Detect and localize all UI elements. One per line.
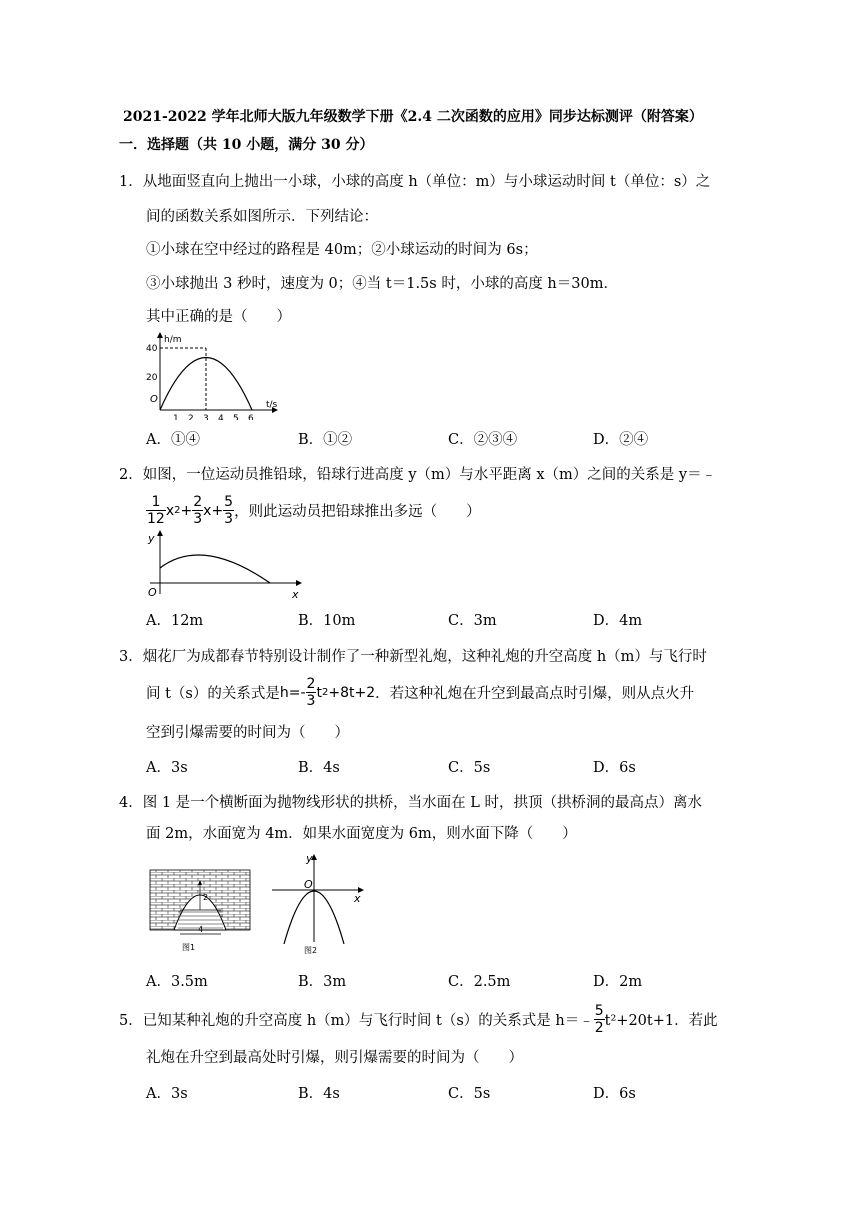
q1-option-d[interactable]: D．②④ <box>593 432 649 448</box>
q5-option-c[interactable]: C．5s <box>448 1086 491 1102</box>
q4-fig1-width-label: 4 <box>198 925 204 934</box>
q4-fig1-caption: 图1 <box>182 943 196 952</box>
q3-option-d[interactable]: D．6s <box>593 760 636 776</box>
q2-graph <box>142 528 307 600</box>
q1-line2: 间的函数关系如图所示．下列结论： <box>146 209 378 225</box>
q1-xtick: 1 <box>173 414 179 420</box>
q2-formula-line: $\frac{1}{12}$ x 2 + $\frac{2}{3}$ x+ $\frac{5}{3}$ ，则此运动员把铅球推出多远（ ） <box>147 494 481 527</box>
q4-figure-2 <box>268 852 368 956</box>
q1-xlabel: t/s <box>266 400 278 410</box>
q2-option-c[interactable]: C．3m <box>448 613 497 629</box>
q4-fig2-xlabel: x <box>354 892 361 905</box>
q2-frac3: $\frac{5}{3}$ <box>224 494 234 527</box>
q2-option-d[interactable]: D．4m <box>593 613 643 629</box>
q3-option-b[interactable]: B．4s <box>298 760 340 776</box>
q1-ytick-40: 40 <box>146 344 158 354</box>
q2-tail: ，则此运动员把铅球推出多远（ ） <box>234 504 481 520</box>
q1-line3: ①小球在空中经过的路程是 40m；②小球运动的时间为 6s； <box>146 242 538 258</box>
q1-xtick: 5 <box>233 414 239 420</box>
q2-frac1: $\frac{1}{12}$ <box>147 494 165 527</box>
q1-xtick: 6 <box>248 414 254 420</box>
q1-option-a[interactable]: A．①④ <box>146 432 200 448</box>
q5-frac: $\frac{5}{2}$ <box>594 1003 604 1036</box>
q4-fig1-height-label: 2 <box>203 893 209 902</box>
q2-line1: 2．如图，一位运动员推铅球，铅球行进高度 y（m）与水平距离 x（m）之间的关系是 y＝﹣ <box>119 467 717 483</box>
q3-option-c[interactable]: C．5s <box>448 760 491 776</box>
doc-title: 2021-2022 学年北师大版九年级数学下册《2.4 二次函数的应用》同步达标测评（附答案） <box>123 109 703 125</box>
q1-option-c[interactable]: C．②③④ <box>448 432 518 448</box>
q3-option-a[interactable]: A．3s <box>146 760 188 776</box>
q5-option-b[interactable]: B．4s <box>298 1086 340 1102</box>
section-heading: 一．选择题（共 10 小题，满分 30 分） <box>119 137 374 153</box>
q4-fig2-origin: O <box>304 878 313 891</box>
q3-formula-line: 间 t（s）的关系式是 h=- $\frac{2}{3}$ t 2 +8t+2 ．若这种礼炮在升空到最高点时引爆，则从点火升 <box>146 676 695 709</box>
q2-xlabel: x <box>292 588 299 600</box>
q4-option-b[interactable]: B．3m <box>298 974 347 990</box>
q1-line5: 其中正确的是（ ） <box>146 309 291 325</box>
q2-option-b[interactable]: B．10m <box>298 613 356 629</box>
q1-ylabel: h/m <box>164 335 182 345</box>
q1-line1: 1．从地面竖直向上抛出一小球，小球的高度 h（单位：m）与小球运动时间 t（单位：s）之 <box>119 174 711 190</box>
q5-line2: 礼炮在升空到最高处时引爆，则引爆需要的时间为（ ） <box>146 1050 523 1066</box>
q1-xtick: 3 <box>203 414 209 420</box>
q4-option-d[interactable]: D．2m <box>593 974 643 990</box>
q3-line1: 3．烟花厂为成都春节特别设计制作了一种新型礼炮，这种礼炮的升空高度 h（m）与飞行时 <box>119 649 707 665</box>
q1-origin: O <box>150 394 158 405</box>
q3-line3: 空到引爆需要的时间为（ ） <box>146 725 349 741</box>
q4-figure-1 <box>146 866 256 956</box>
q1-graph <box>140 330 280 420</box>
q2-option-a[interactable]: A．12m <box>146 613 204 629</box>
q1-xtick: 2 <box>188 414 194 420</box>
q2-ylabel: y <box>148 532 155 545</box>
q4-line2: 面 2m，水面宽为 4m．如果水面宽度为 6m，则水面下降（ ） <box>146 826 577 842</box>
q1-option-b[interactable]: B．①② <box>298 432 353 448</box>
q4-option-c[interactable]: C．2.5m <box>448 974 511 990</box>
q2-origin: O <box>148 586 157 599</box>
q4-line1: 4．图 1 是一个横断面为抛物线形状的拱桥，当水面在 L 时，拱顶（拱桥洞的最高点）离水 <box>119 795 703 811</box>
q2-frac2: $\frac{2}{3}$ <box>193 494 203 527</box>
q5-option-d[interactable]: D．6s <box>593 1086 636 1102</box>
q1-line4: ③小球抛出 3 秒时，速度为 0；④当 t＝1.5s 时，小球的高度 h＝30m． <box>146 276 618 292</box>
q5-option-a[interactable]: A．3s <box>146 1086 188 1102</box>
q1-xtick: 4 <box>218 414 224 420</box>
q3-frac: $\frac{2}{3}$ <box>306 676 316 709</box>
q1-ytick-20: 20 <box>146 373 158 383</box>
q4-option-a[interactable]: A．3.5m <box>146 974 208 990</box>
q5-line1: 5．已知某种礼炮的升空高度 h（m）与飞行时间 t（s）的关系式是 h＝﹣ $\frac{5}{2}$ t²+20t+1．若此 <box>119 1003 718 1036</box>
q4-fig2-caption: 图2 <box>304 946 318 955</box>
q4-fig2-ylabel: y <box>306 852 313 865</box>
